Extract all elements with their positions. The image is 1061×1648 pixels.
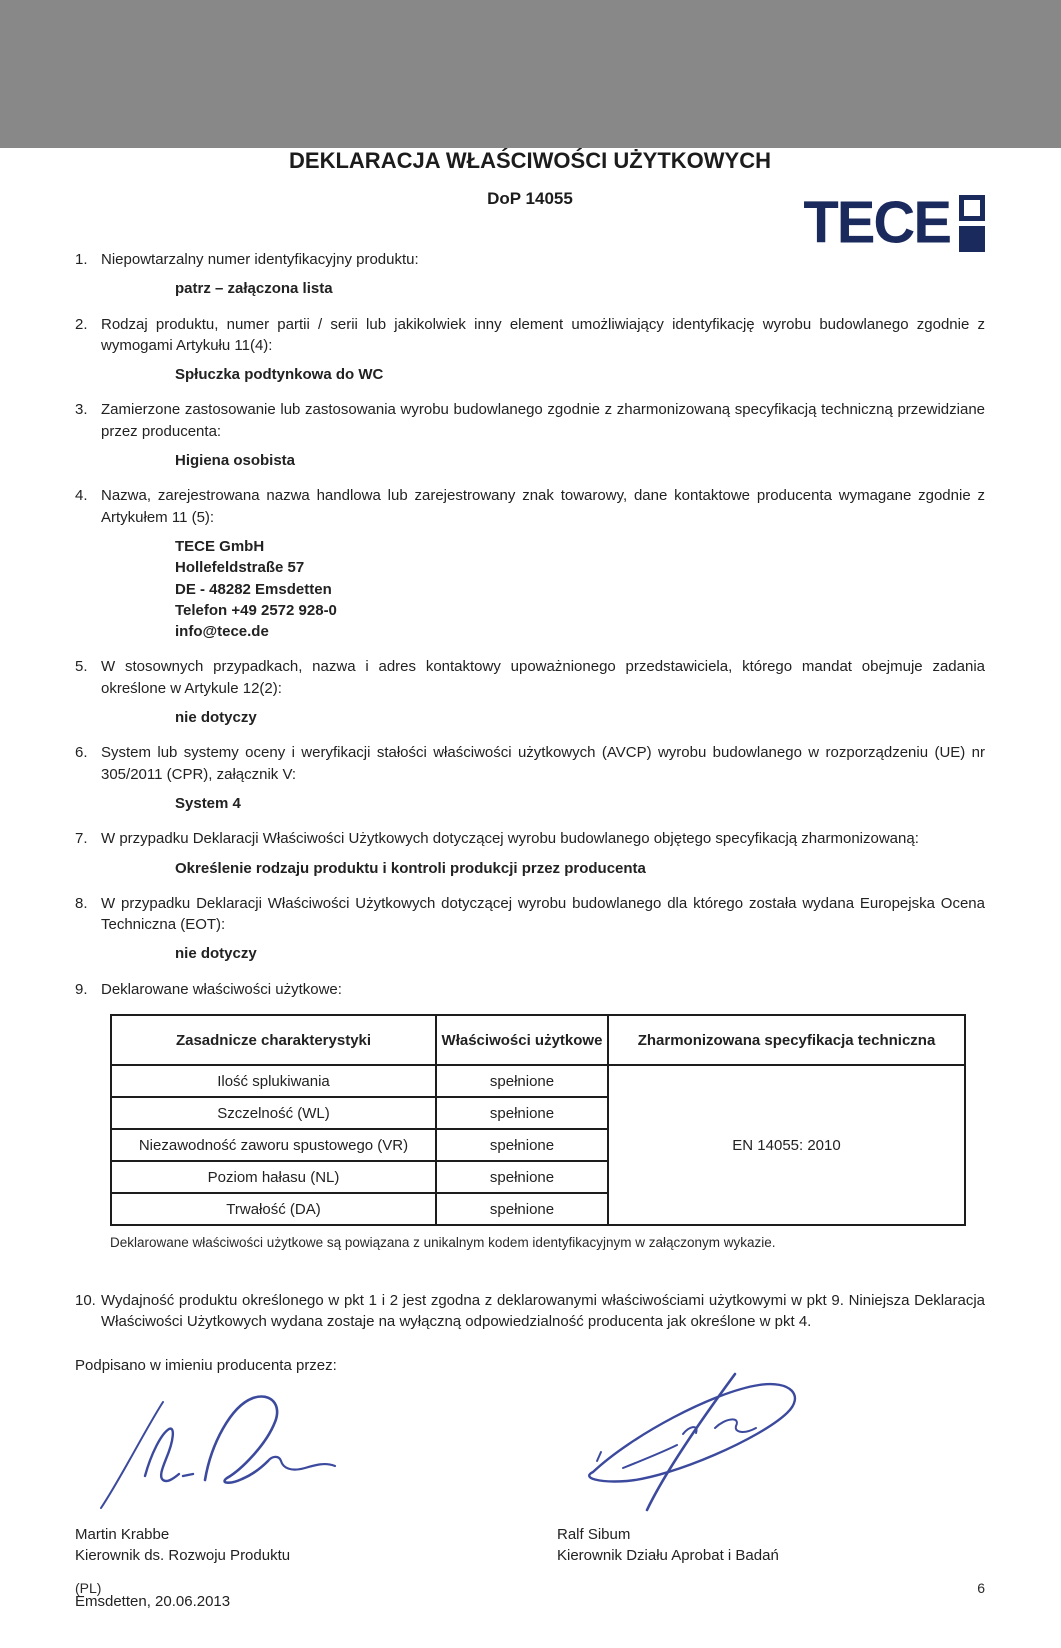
item-body	[101, 1290, 985, 1333]
logo-squares-icon	[959, 195, 985, 252]
table-cell: spełnione	[436, 1161, 608, 1193]
column-header-specification: Zharmonizowana specyfikacja techniczna	[608, 1015, 965, 1065]
item-text: Zamierzone zastosowanie lub zastosowania wyrobu budowlanego zgodnie z zharmonizowaną specyfikacją techniczną przewidziane przez producenta:	[101, 401, 985, 440]
document-subtitle: DoP 14055	[487, 189, 573, 208]
item-number: 4.	[75, 487, 88, 505]
item-value: TECE GmbH	[175, 537, 265, 555]
item-body	[101, 485, 985, 642]
signatory-role: Kierownik ds. Rozwoju Produktu	[75, 1547, 291, 1565]
list-item-5	[75, 656, 985, 728]
table-cell: spełnione	[436, 1129, 608, 1161]
item-text: Niepowtarzalny numer identyfikacyjny produktu:	[101, 251, 419, 268]
list-item-1	[75, 249, 985, 300]
item-value: Telefon +49 2572 928-0	[175, 601, 337, 619]
item-value: info@tece.de	[175, 623, 269, 641]
item-body	[101, 979, 985, 1000]
item-value: DE - 48282 Emsdetten	[175, 580, 332, 598]
item-body	[101, 249, 985, 300]
table-row	[111, 1065, 965, 1097]
declared-performance-table	[110, 1014, 966, 1226]
language-code: (PL)	[75, 1580, 102, 1596]
item-number: 10.	[75, 1292, 96, 1310]
signatory-right	[557, 1524, 779, 1568]
item-number: 1.	[75, 251, 88, 268]
logo-wordmark: TECE	[803, 189, 950, 256]
table-cell: spełnione	[436, 1065, 608, 1097]
item-text: System lub systemy oceny i weryfikacji stałości właściwości użytkowych (AVCP) wyrobu budowlanego w rozporządzeniu (UE) nr 305/2011 (CPR), załącznik V:	[101, 744, 985, 783]
list-item-10	[75, 1290, 985, 1333]
table-note: Deklarowane właściwości użytkowe są powiązana z unikalnym kodem identyfikacyjnym w załączonym wykazie.	[110, 1235, 776, 1251]
list-item-3	[75, 399, 985, 471]
item-value: Hollefeldstraße 57	[175, 559, 305, 577]
item-body	[101, 893, 985, 965]
item-value: System 4	[175, 794, 241, 812]
list-item-9	[75, 979, 985, 1000]
signing-intro: Podpisano w imieniu producenta przez:	[75, 1356, 337, 1374]
list-item-7	[75, 828, 985, 879]
list-item-2	[75, 314, 985, 386]
list-item-8	[75, 893, 985, 965]
item-value: nie dotyczy	[175, 709, 257, 727]
item-number: 2.	[75, 315, 88, 333]
signature-area	[75, 1378, 985, 1510]
table-cell: Trwałość (DA)	[111, 1193, 436, 1225]
column-header-characteristics: Zasadnicze charakterystyki	[111, 1015, 436, 1065]
list-item-4	[75, 485, 985, 642]
table-cell: Poziom hałasu (NL)	[111, 1161, 436, 1193]
table-cell: spełnione	[436, 1193, 608, 1225]
item-text: W przypadku Deklaracji Właściwości Użytkowych dotyczącej wyrobu budowlanego objętego specyfikacją zharmonizowaną:	[101, 830, 919, 848]
item-value: patrz – załączona lista	[175, 280, 333, 298]
item-value: Higiena osobista	[175, 452, 296, 470]
signatory-role: Kierownik Działu Aprobat i Badań	[557, 1547, 779, 1565]
item-value: nie dotyczy	[175, 945, 257, 963]
signatory-name: Martin Krabbe	[75, 1525, 170, 1543]
item-body	[101, 399, 985, 471]
item-number: 5.	[75, 658, 88, 676]
item-text: W stosownych przypadkach, nazwa i adres kontaktowy upoważnionego przedstawiciela, którego mandat obejmuje zadania określone w Artykule 12(2):	[101, 658, 985, 697]
column-header-performance: Właściwości użytkowe	[436, 1015, 608, 1065]
item-number: 3.	[75, 401, 88, 419]
document-page	[0, 148, 1061, 1648]
place-and-date: Emsdetten, 20.06.2013	[75, 1593, 231, 1611]
signatories-row	[75, 1524, 985, 1568]
numbered-list-continued	[75, 1290, 985, 1333]
item-text: Rodzaj produktu, numer partii / serii lub jakikolwiek inny element umożliwiający identyfikację wyrobu budowlanego zgodnie z wymogami Artykułu 11(4):	[101, 315, 985, 354]
numbered-list	[75, 249, 985, 1000]
table-header-row	[111, 1015, 965, 1065]
item-body	[101, 828, 985, 879]
item-number: 6.	[75, 744, 88, 762]
item-body	[101, 656, 985, 728]
signature-martin-krabbe	[93, 1382, 343, 1510]
spec-cell: EN 14055: 2010	[608, 1065, 965, 1225]
item-body	[101, 314, 985, 386]
item-number: 7.	[75, 830, 88, 848]
item-value: Określenie rodzaju produktu i kontroli produkcji przez producenta	[175, 859, 646, 877]
item-number: 8.	[75, 894, 88, 912]
signatory-left	[75, 1524, 557, 1568]
item-text: W przypadku Deklaracji Właściwości Użytkowych dotyczącej wyrobu budowlanego dla którego została wydana Europejska Ocena Techniczna (EOT):	[101, 894, 985, 934]
table-cell: spełnione	[436, 1097, 608, 1129]
logo-outline-square-icon	[959, 195, 985, 221]
item-number: 9.	[75, 980, 88, 998]
item-text: Deklarowane właściwości użytkowe:	[101, 980, 342, 998]
tece-logo	[803, 189, 985, 256]
signatory-name: Ralf Sibum	[557, 1525, 631, 1543]
item-value: Spłuczka podtynkowa do WC	[175, 366, 384, 384]
signature-ralf-sibum	[563, 1372, 853, 1512]
document-title: DEKLARACJA WŁAŚCIWOŚCI UŻYTKOWYCH	[289, 148, 771, 173]
list-item-6	[75, 742, 985, 814]
table-cell: Ilość splukiwania	[111, 1065, 436, 1097]
table-cell: Szczelność (WL)	[111, 1097, 436, 1129]
logo-filled-square-icon	[959, 226, 985, 252]
item-body	[101, 742, 985, 814]
table-cell: Niezawodność zaworu spustowego (VR)	[111, 1129, 436, 1161]
item-text: Nazwa, zarejestrowana nazwa handlowa lub zarejestrowany znak towarowy, dane kontaktowe producenta wymagane zgodnie z Artykułem 11 (5):	[101, 487, 985, 526]
item-text: Wydajność produktu określonego w pkt 1 i 2 jest zgodna z deklarowanymi właściwościami użytkowymi w pkt 9. Niniejsza Deklaracja Właściwości Użytkowych wydana zostaje na wyłączną odpowiedzialność producenta jak określone w pkt 4.	[101, 1292, 985, 1331]
page-footer	[75, 1580, 985, 1596]
page-number: 6	[977, 1580, 985, 1596]
